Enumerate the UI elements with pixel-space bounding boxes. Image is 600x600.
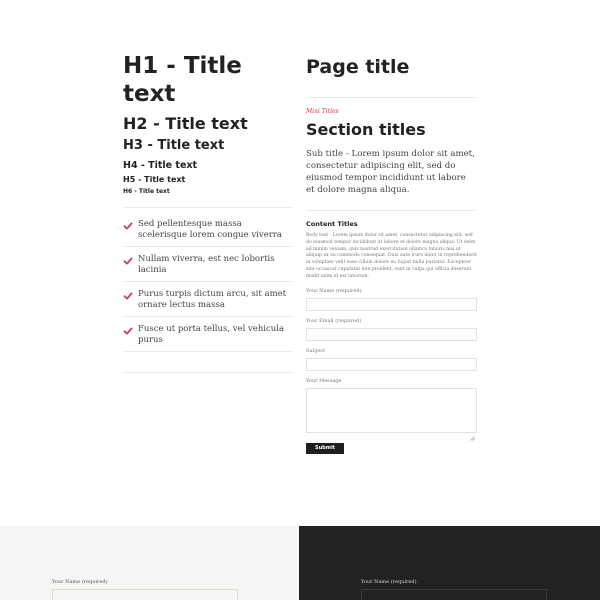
body-text: Body text - Lorem ipsum dolor sit amet, consectetur adipiscing elit, sed do eiusmod tempor incididunt ut labore et dolore magna aliqua. Ut enim ad minim veniam, quis nostrud exercitation ullamco laboris nisi ut aliquip ex ea commodo consequat. Duis aute irure dolor in reprehenderit in voluptate velit esse cillum dolore eu fugiat nulla pariatur. Excepteur sint occaecat cupidatat non proident, sunt in culpa qui officia deserunt mollit anim id est laborum. [306, 233, 477, 279]
divider [306, 97, 477, 98]
checkmark-icon [123, 221, 133, 231]
contact-form [306, 288, 477, 454]
page-title: Page title [306, 56, 410, 78]
heading-h5: H5 - Title text [123, 175, 186, 184]
checkmark-icon [123, 326, 133, 336]
name-field[interactable] [52, 589, 238, 600]
subject-label: Subject [306, 347, 326, 354]
email-label: Your Email (required) [306, 317, 362, 324]
heading-h6: H6 - Title text [123, 188, 170, 195]
submit-button[interactable]: Submit [306, 443, 344, 454]
divider [306, 210, 477, 211]
heading-h1: H1 - Title text [123, 53, 242, 107]
section-title: Section titles [306, 120, 426, 139]
name-label: Your Name (required) [52, 579, 108, 585]
name-label: Your Name (required) [306, 287, 362, 294]
list-item-text: Fusce ut porta tellus, vel vehicula purus [138, 324, 285, 345]
list-item [123, 251, 293, 282]
list-item-text: Sed pellentesque massa scelerisque lorem congue viverra [138, 219, 282, 240]
list-item [123, 321, 293, 352]
heading-h3: H3 - Title text [123, 138, 225, 153]
name-field[interactable] [306, 298, 477, 311]
content-column [306, 55, 477, 454]
checkmark-icon [123, 256, 133, 266]
name-label: Your Name (required) [361, 579, 417, 585]
check-list [123, 216, 293, 352]
light-form-panel [0, 526, 299, 600]
list-item [123, 286, 293, 317]
list-item-text: Nullam viverra, est nec lobortis lacinia [138, 254, 275, 275]
subject-field[interactable] [306, 358, 477, 371]
mini-title: Mini Titles [306, 108, 339, 115]
resize-grip-icon[interactable] [470, 426, 475, 431]
email-field[interactable] [306, 328, 477, 341]
divider [123, 207, 293, 208]
message-label: Your Message [306, 377, 342, 384]
divider [123, 372, 293, 373]
message-field[interactable] [306, 388, 477, 433]
heading-h4: H4 - Title text [123, 160, 198, 171]
subtitle-text: Sub title - Lorem ipsum dolor sit amet, consectetur adipiscing elit, sed do eiusmod tempor incididunt ut labore et dolore magna aliqua. [306, 149, 475, 195]
heading-h2: H2 - Title text [123, 114, 248, 133]
name-field[interactable] [361, 589, 547, 600]
dark-form-panel [299, 526, 600, 600]
content-title: Content Titles [306, 220, 358, 228]
list-item-text: Purus turpis dictum arcu, sit amet ornare lectus massa [138, 289, 287, 310]
checkmark-icon [123, 291, 133, 301]
list-item [123, 216, 293, 247]
typography-column [123, 52, 293, 373]
